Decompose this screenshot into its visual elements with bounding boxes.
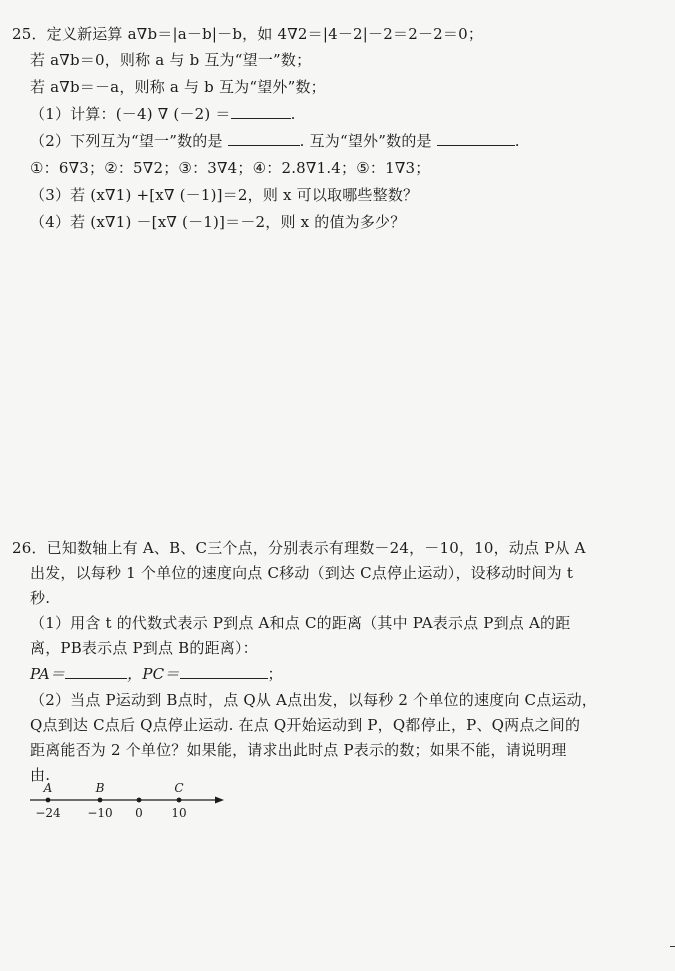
q26-part1-line1: （1）用含 t 的代数式表示 P到点 A和点 C的距离（其中 PA表示点 P到点 A的距 (30, 614, 571, 632)
q26-statement-line1: 26．已知数轴上有 A、B、C三个点，分别表示有理数－24，－10，10，动点 P从 A (12, 539, 586, 557)
q25-options: ①：6∇3；②：5∇2；③：3∇4；④：2.8∇1.4；⑤：1∇3； (30, 159, 431, 177)
q25-wangyi-definition: 若 a∇b＝0，则称 a 与 b 互为“望一”数； (30, 51, 312, 69)
axis-tick-label: −24 (35, 806, 61, 820)
q25-part1-end: . (290, 105, 296, 123)
q26-part2-line3: 距离能否为 2 个单位？如果能，请求出此时点 P表示的数；如果不能，请说明理 (30, 741, 567, 759)
corner-mark (670, 946, 675, 947)
axis-tick-label: 10 (171, 806, 187, 820)
q25-part2 (30, 131, 520, 151)
q25-part1-text: （1）计算：(－4) ∇ (－2) ＝ (30, 105, 231, 123)
q25-part2-text-a: （2）下列互为“望一”数的是 (30, 132, 223, 150)
axis-point-label: C (174, 781, 184, 795)
q26-part2-line2: Q点到达 C点后 Q点停止运动. 在点 Q开始运动到 P，Q都停止，P、Q两点之间的 (30, 716, 581, 734)
axis-point-label: A (43, 781, 53, 795)
answer-blank[interactable] (437, 131, 515, 146)
q26-part2-line4: 由. (30, 766, 51, 784)
q25-definition: 25．定义新运算 a∇b＝|a－b|－b，如 4∇2＝|4－2|－2＝2－2＝0； (12, 25, 484, 43)
answer-blank-pc[interactable] (180, 664, 268, 679)
q25-part4: （4）若 (x∇1) －[x∇ (－1)]＝－2，则 x 的值为多少？ (30, 213, 406, 231)
pa-end: ； (267, 665, 283, 683)
q25-part2-text-b: . 互为“望外”数的是 (299, 132, 432, 150)
q26-statement-line3: 秒. (30, 589, 51, 607)
pa-label: PA＝ (30, 665, 66, 683)
q25-wangwai-definition: 若 a∇b＝－a，则称 a 与 b 互为“望外”数； (30, 78, 326, 96)
axis-point-dot (137, 798, 142, 803)
q25-part3: （3）若 (x∇1) +[x∇ (－1)]＝2，则 x 可以取哪些整数？ (30, 186, 419, 204)
q25-part1 (30, 104, 296, 124)
q26-part1-answers (30, 664, 283, 684)
axis-point-dot (46, 798, 51, 803)
axis-point-dot (177, 798, 182, 803)
q26-part1-line2: 离，PB表示点 P到点 B的距离）： (30, 639, 258, 657)
number-line (28, 780, 228, 826)
q26-statement-line2: 出发，以每秒 1 个单位的速度向点 C移动（到达 C点停止运动），设移动时间为 t (30, 564, 574, 582)
axis-tick-label: 0 (135, 806, 143, 820)
q25-part2-end: . (514, 132, 520, 150)
answer-blank-pa[interactable] (65, 664, 127, 679)
axis-tick-label: −10 (87, 806, 113, 820)
axis-point-label: B (95, 781, 105, 795)
answer-blank[interactable] (228, 131, 300, 146)
pc-label: ，PC＝ (127, 665, 180, 683)
axis-point-dot (98, 798, 103, 803)
axis-arrow-icon (215, 797, 224, 804)
q26-part2-line1: （2）当点 P运动到 B点时，点 Q从 A点出发，以每秒 2 个单位的速度向 C点运动， (30, 691, 597, 709)
answer-blank[interactable] (231, 104, 291, 119)
